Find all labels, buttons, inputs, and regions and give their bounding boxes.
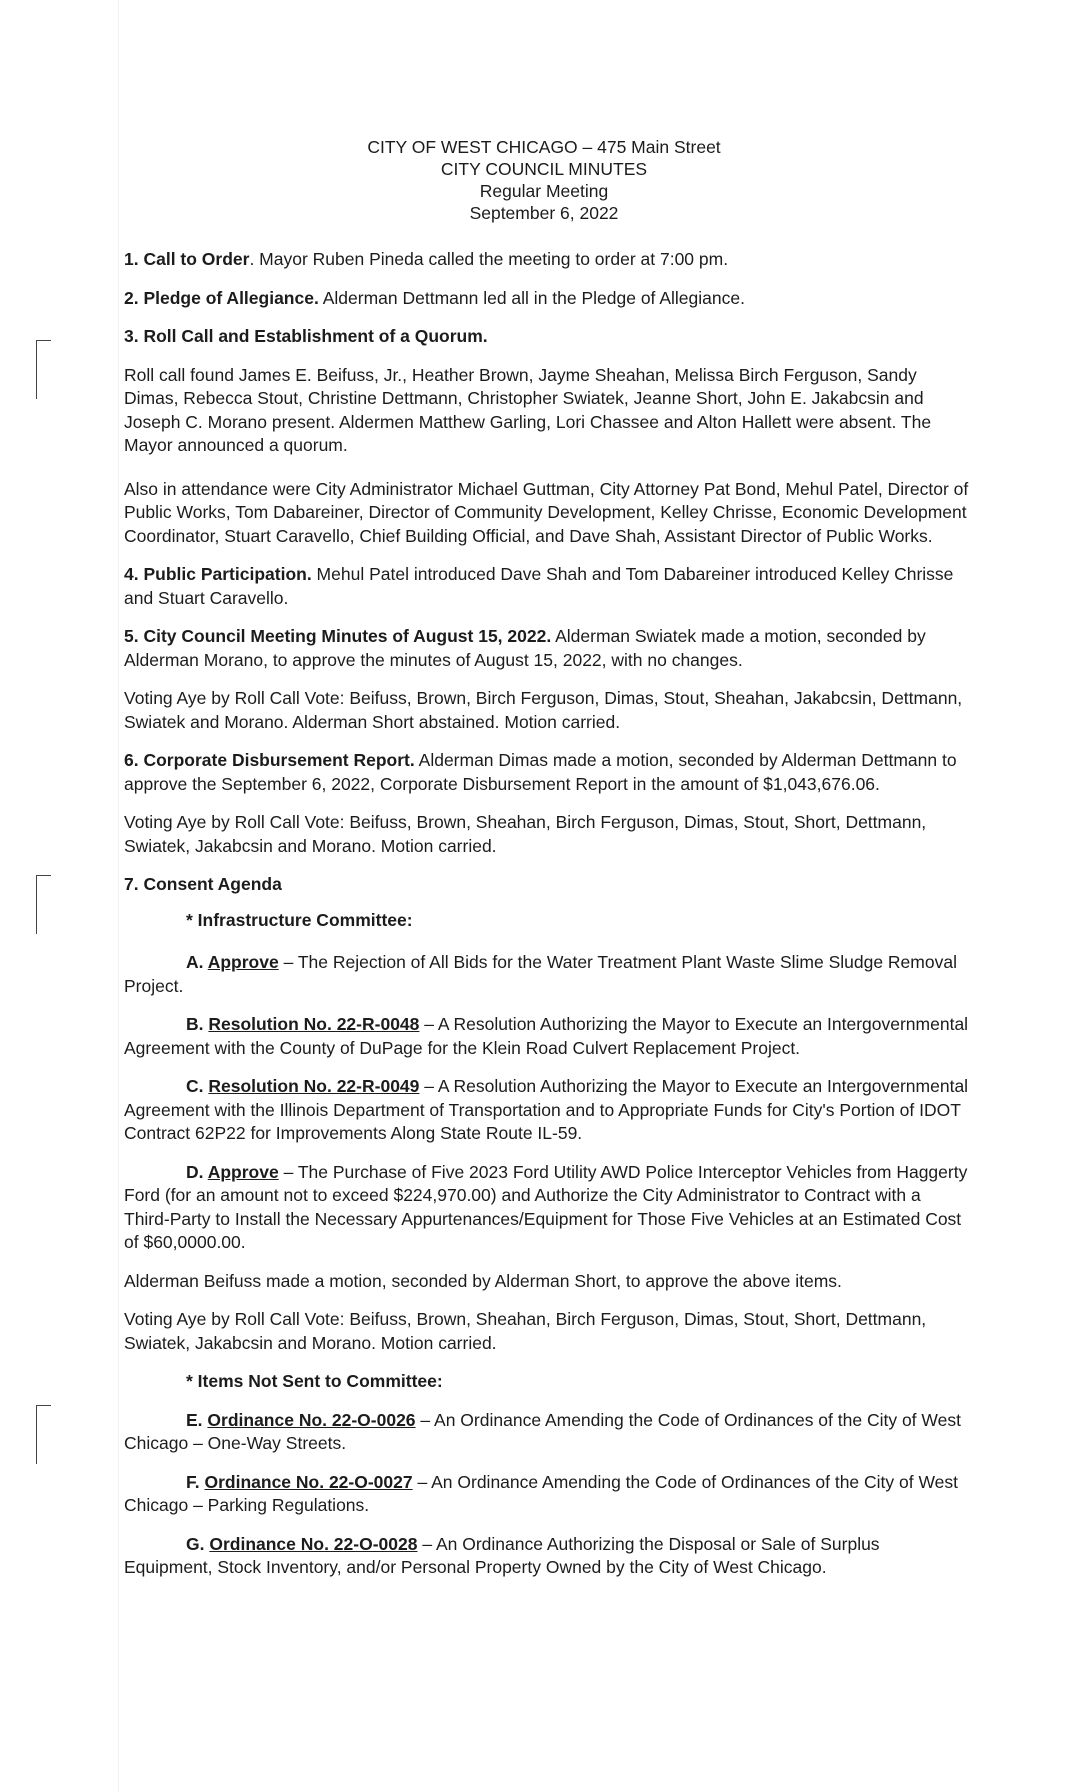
consent-motion-paragraph: Alderman Beifuss made a motion, seconded by Alderman Short, to approve the above items. xyxy=(124,1270,842,1291)
item-text: – An Ordinance Amending the Code of Ordinances of the City of West Chicago – Parking Regulations. xyxy=(124,1471,959,1515)
consent-item-d xyxy=(124,1161,970,1255)
attendance-paragraph: Also in attendance were City Administrator Michael Guttman, City Attorney Pat Bond, Mehul Patel, Director of Public Works, Tom Dabareiner, Director of Community Development, Kelley Chrisse, Economic Development Coordinator, Stuart Caravello, Chief Building Official, and Dave Shah, Assistant Director of Public Works. xyxy=(124,478,969,546)
header-title: CITY COUNCIL MINUTES xyxy=(440,159,648,179)
item-text: . Mayor Ruben Pineda called the meeting to order at 7:00 pm. xyxy=(249,249,729,269)
item-heading: 2. Pledge of Allegiance. xyxy=(124,287,319,308)
item-text: Alderman Swiatek made a motion, seconded by Alderman Morano, to approve the minutes of August 15, 2022, with no changes. xyxy=(124,626,926,670)
consent-item-c xyxy=(124,1075,970,1146)
item-text: Mehul Patel introduced Dave Shah and Tom Dabareiner introduced Kelley Chrisse and Stuart Caravello. xyxy=(124,564,954,608)
item-reference: Ordinance No. 22-O-0028 xyxy=(209,1533,418,1554)
item-reference: Resolution No. 22-R-0048 xyxy=(208,1014,420,1034)
item-public-participation xyxy=(124,563,970,610)
item-disbursement-report xyxy=(124,749,970,796)
consent-item-g xyxy=(124,1533,970,1580)
consent-item-a xyxy=(124,951,970,998)
item-text: – The Purchase of Five 2023 Ford Utility AWD Police Interceptor Vehicles from Haggerty Ford (for an amount not to exceed $224,970.00) and Authorize the City Administrator to Contract with a Third-Party to Install the Necessary Appurtenances/Equipment for Those Five Vehicles at an Estimated Cost of $60,0000.00. xyxy=(124,1161,968,1252)
item-text: – An Ordinance Authorizing the Disposal or Sale of Surplus Equipment, Stock Inventory, and/or Personal Property Owned by the City of West Chicago. xyxy=(124,1533,880,1577)
header-meeting-type: Regular Meeting xyxy=(479,181,609,201)
item-pledge xyxy=(124,287,970,311)
item-heading: 6. Corporate Disbursement Report. xyxy=(124,750,415,770)
item-reference: Approve xyxy=(207,952,279,972)
margin-bracket-mark xyxy=(36,1405,51,1464)
item-text: Alderman Dettmann led all in the Pledge of Allegiance. xyxy=(318,287,745,308)
header-date: September 6, 2022 xyxy=(469,203,619,223)
item-text: – A Resolution Authorizing the Mayor to Execute an Intergovernmental Agreement with the County of DuPage for the Klein Road Culvert Replacement Project. xyxy=(124,1014,969,1058)
item-letter: E. xyxy=(186,1409,208,1430)
document-header xyxy=(0,136,1088,224)
items-not-sent-heading: * Items Not Sent to Committee: xyxy=(186,1371,443,1391)
scan-edge xyxy=(118,0,119,1792)
item-reference: Ordinance No. 22-O-0026 xyxy=(207,1409,416,1430)
item-letter: C. xyxy=(186,1076,209,1096)
header-city-address: CITY OF WEST CHICAGO – 475 Main Street xyxy=(367,137,721,157)
item-letter: D. xyxy=(186,1161,208,1182)
item-consent-agenda-heading: 7. Consent Agenda xyxy=(124,874,282,894)
item-reference: Resolution No. 22-R-0049 xyxy=(208,1076,420,1096)
item-reference: Ordinance No. 22-O-0027 xyxy=(204,1471,413,1492)
roll-call-paragraph: Roll call found James E. Beifuss, Jr., Heather Brown, Jayme Sheahan, Melissa Birch Ferguson, Sandy Dimas, Rebecca Stout, Christine Dettmann, Christopher Swiatek, Jeanne Short, John E. Jakabcsin and Joseph C. Morano present. Aldermen Matthew Garling, Lori Chassee and Alton Hallett were absent. The Mayor announced a quorum. xyxy=(124,364,932,455)
item-meeting-minutes xyxy=(124,625,970,672)
consent-item-b xyxy=(124,1013,970,1060)
item-letter: A. xyxy=(186,952,208,972)
margin-bracket-mark xyxy=(36,340,51,399)
item-heading: 1. Call to Order xyxy=(124,249,250,269)
item-text: – A Resolution Authorizing the Mayor to Execute an Intergovernmental Agreement with the Illinois Department of Transportation and to Appropriate Funds for City's Portion of IDOT Contract 62P22 for Improvements Along State Route IL-59. xyxy=(124,1076,969,1143)
consent-item-e xyxy=(124,1409,970,1456)
consent-item-f xyxy=(124,1471,970,1518)
item-call-to-order xyxy=(124,248,970,272)
item-roll-call-heading: 3. Roll Call and Establishment of a Quorum. xyxy=(124,326,488,346)
vote-paragraph: Voting Aye by Roll Call Vote: Beifuss, Brown, Birch Ferguson, Dimas, Stout, Sheahan, Jakabcsin, Dettmann, Swiatek and Morano. Alderman Short abstained. Motion carried. xyxy=(124,688,963,732)
item-letter: B. xyxy=(186,1014,209,1034)
item-text: – The Rejection of All Bids for the Water Treatment Plant Waste Slime Sludge Removal Project. xyxy=(124,952,957,996)
item-text: – An Ordinance Amending the Code of Ordinances of the City of West Chicago – One-Way Streets. xyxy=(124,1409,961,1453)
item-letter: G. xyxy=(186,1533,210,1554)
item-letter: F. xyxy=(186,1471,205,1492)
item-heading: 5. City Council Meeting Minutes of August 15, 2022. xyxy=(124,626,552,646)
margin-bracket-mark xyxy=(36,875,51,934)
infrastructure-committee-heading: * Infrastructure Committee: xyxy=(186,909,413,930)
item-reference: Approve xyxy=(207,1161,279,1182)
item-text: Alderman Dimas made a motion, seconded by Alderman Dettmann to approve the September 6, 2022, Corporate Disbursement Report in the amount of $1,043,676.06. xyxy=(124,750,957,794)
item-heading: 4. Public Participation. xyxy=(124,564,312,584)
vote-paragraph: Voting Aye by Roll Call Vote: Beifuss, Brown, Sheahan, Birch Ferguson, Dimas, Stout, Short, Dettmann, Swiatek, Jakabcsin and Morano. Motion carried. xyxy=(124,812,927,856)
vote-paragraph: Voting Aye by Roll Call Vote: Beifuss, Brown, Sheahan, Birch Ferguson, Dimas, Stout, Short, Dettmann, Swiatek, Jakabcsin and Morano. Motion carried. xyxy=(124,1309,927,1353)
minutes-body xyxy=(124,248,970,1580)
